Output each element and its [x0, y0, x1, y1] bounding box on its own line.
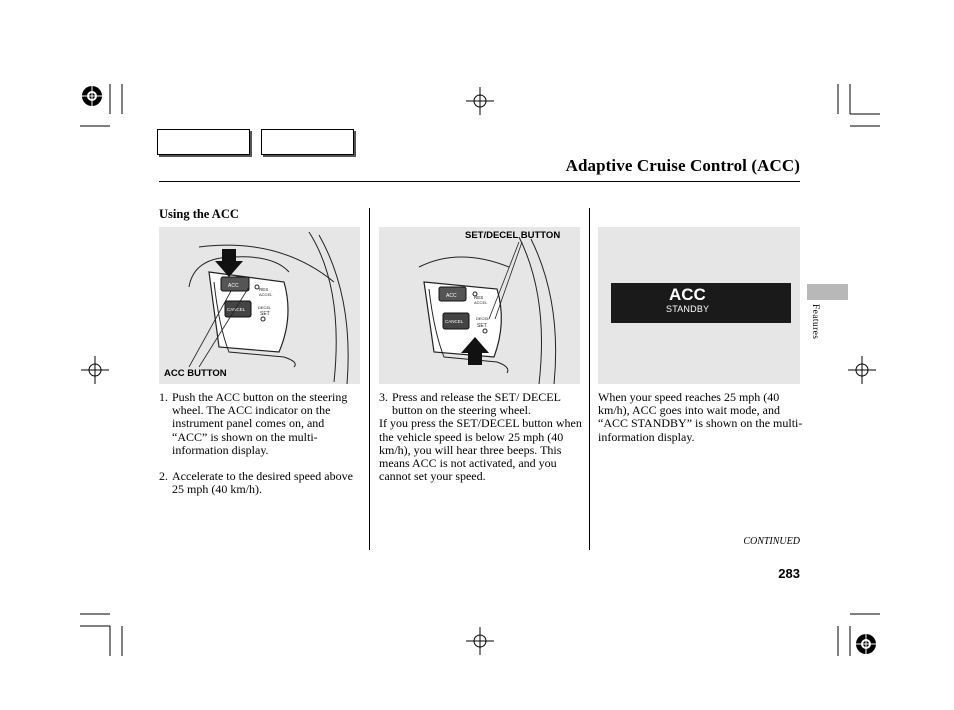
section-heading: Using the ACC [159, 207, 239, 221]
display-standby-text: STANDBY [666, 304, 710, 314]
acc-switch-label: ACC [446, 293, 457, 299]
cancel-switch-label: CANCEL [445, 319, 464, 324]
set-decel-note: If you press the SET/DECEL button when the vehicle speed is below 25 mph (40 km/h), you will hear three beeps. This means ACC is not activated, and you cannot set your speed. [379, 416, 582, 484]
step-number: 3. [379, 390, 388, 404]
steering-wheel-illustration [159, 227, 360, 384]
step-text: Push the ACC button on the steering wheel. The ACC indicator on the instrument panel comes on, and “ACC” is shown on the multi-information display. [172, 390, 348, 457]
section-tab[interactable] [807, 304, 823, 354]
set-switch-label: SET [260, 311, 270, 317]
step-number: 2. [159, 469, 168, 484]
nav-button-main-menu[interactable] [157, 129, 250, 155]
crosshair-icon [81, 356, 109, 384]
set-decel-button-label: SET/DECEL BUTTON [465, 230, 561, 241]
decel-switch-label: DECEL [258, 305, 272, 310]
step-text: Press and release the SET/ DECEL button on the steering wheel. [392, 390, 561, 418]
section-tab-marker [807, 284, 848, 300]
res-switch-label: RES [474, 295, 484, 300]
column-2-text [379, 391, 582, 483]
figure-acc-button [159, 227, 360, 384]
column-divider [589, 208, 590, 550]
page-title: Adaptive Cruise Control (ACC) [565, 156, 800, 175]
step-3 [379, 391, 582, 417]
crosshair-icon [466, 87, 494, 115]
registration-target-icon [80, 84, 104, 108]
crosshair-icon [848, 356, 876, 384]
section-tab-label: Features [810, 304, 820, 340]
registration-target-icon [854, 632, 878, 656]
page-number: 283 [778, 566, 800, 581]
decel-switch-label: DECEL [476, 316, 490, 321]
standby-note: When your speed reaches 25 mph (40 km/h), ACC goes into wait mode, and “ACC STANDBY” is shown on the multi-information display. [598, 390, 803, 444]
title-rule [159, 181, 800, 182]
step-2 [159, 470, 362, 496]
step-text: Accelerate to the desired speed above 25 mph (40 km/h). [172, 469, 353, 497]
display-acc-text: ACC [669, 285, 706, 304]
step-1 [159, 391, 362, 457]
acc-button-label: ACC BUTTON [164, 368, 227, 379]
crosshair-icon [466, 627, 494, 655]
step-number: 1. [159, 390, 168, 404]
set-switch-label: SET [477, 323, 487, 329]
continued-label: CONTINUED [743, 536, 800, 547]
accel-switch-label: ACCEL [474, 300, 488, 305]
cancel-switch-label: CANCEL [227, 307, 246, 312]
accel-switch-label: ACCEL [259, 292, 273, 297]
column-1-text [159, 391, 362, 496]
acc-standby-display [611, 283, 791, 323]
column-divider [369, 208, 370, 550]
column-3-text [598, 391, 804, 444]
steering-wheel-illustration [379, 227, 580, 384]
figure-set-decel-button [379, 227, 580, 384]
res-switch-label: RES [259, 287, 269, 292]
acc-switch-label: ACC [228, 283, 239, 289]
nav-button-table-of-contents[interactable] [261, 129, 354, 155]
